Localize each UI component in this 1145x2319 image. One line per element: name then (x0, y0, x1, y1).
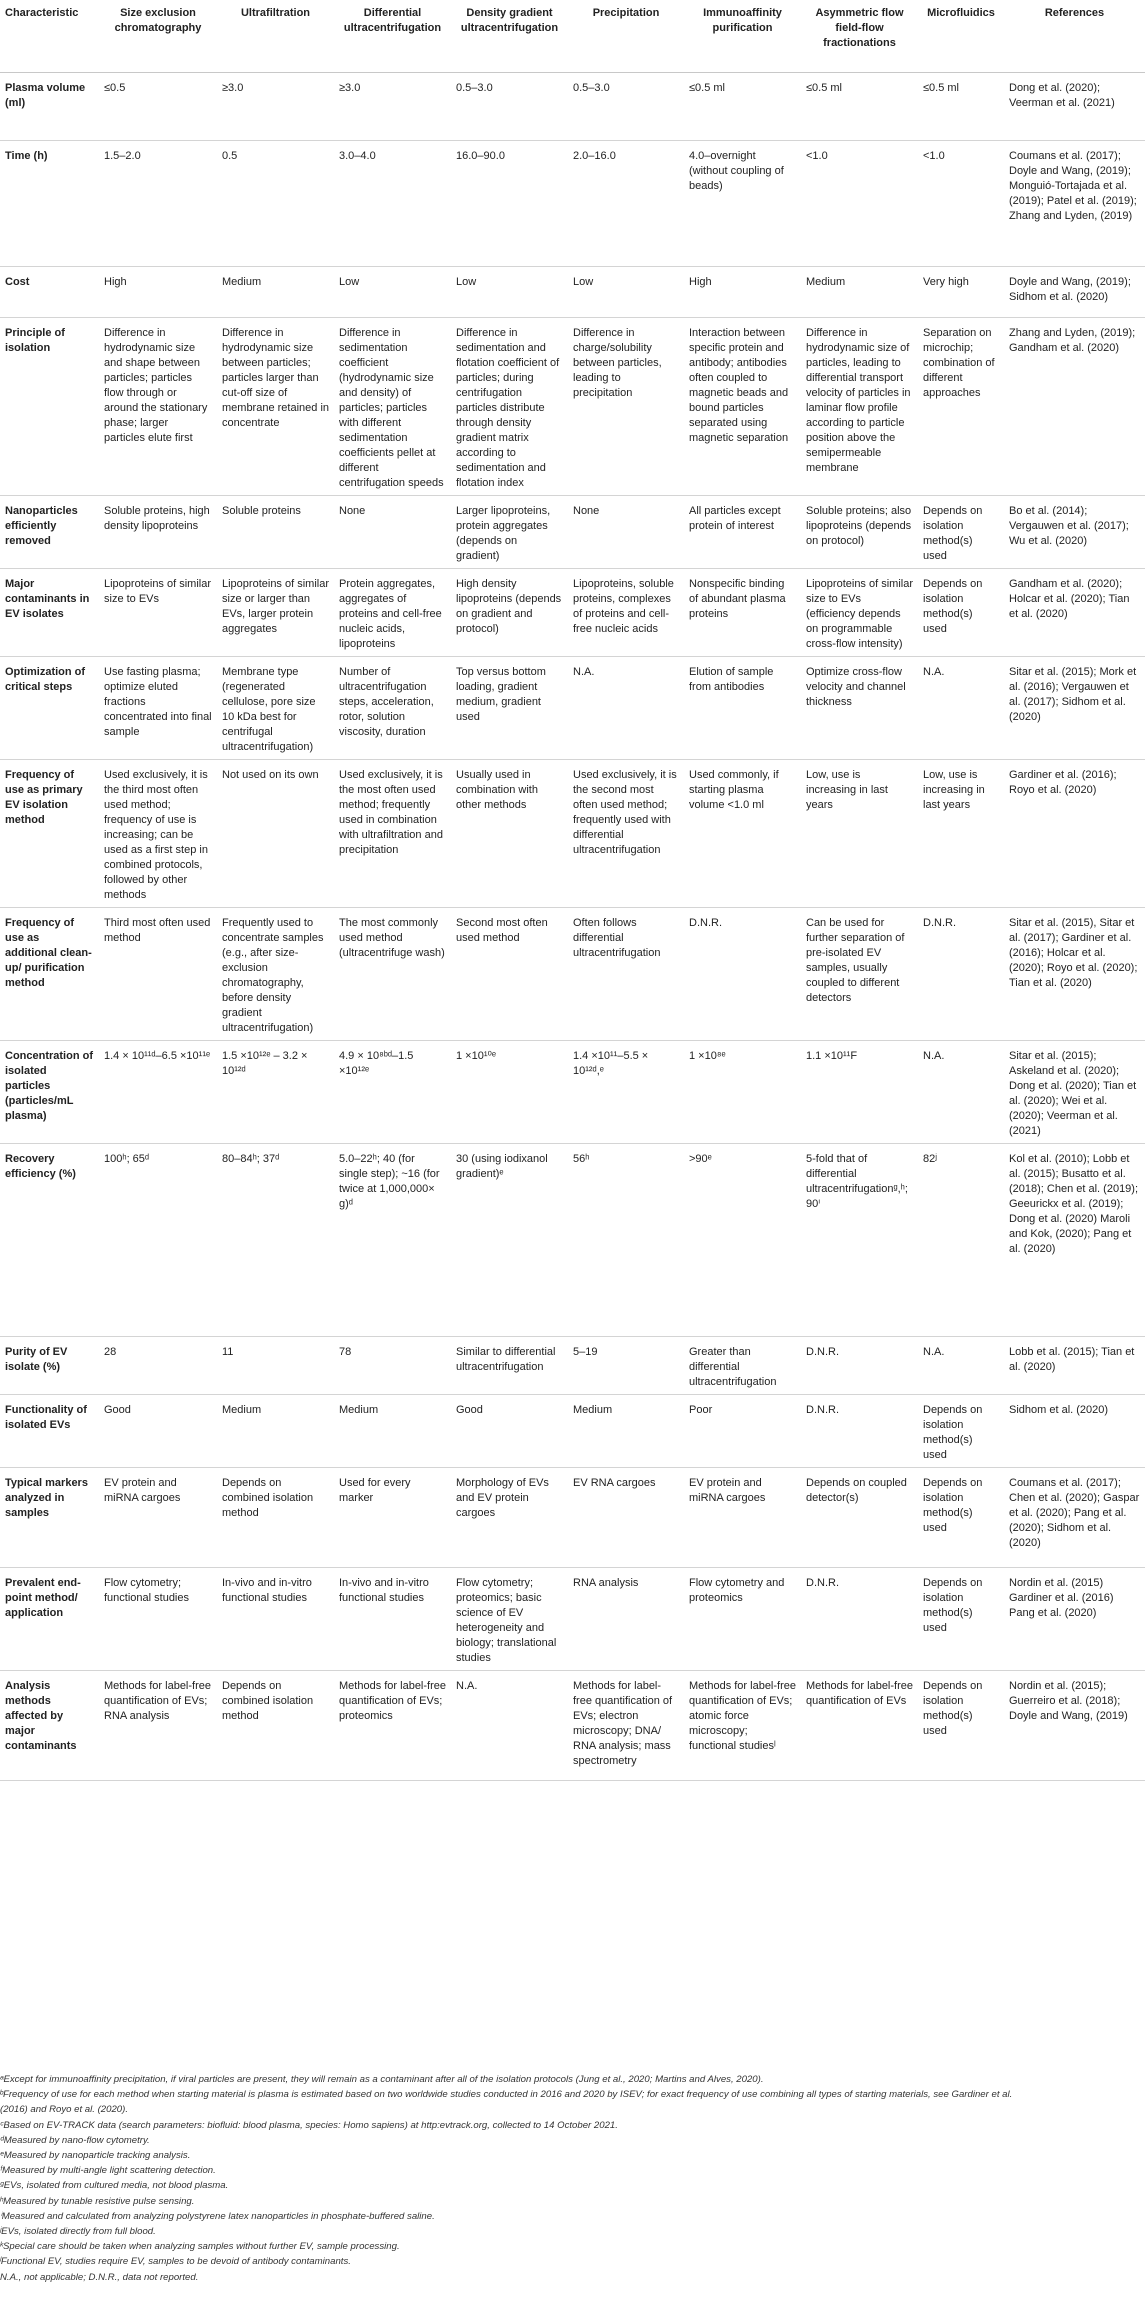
table-row (0, 317, 1145, 495)
row-label: Functionality of isolated EVs (0, 1394, 99, 1467)
table-row (0, 1336, 1145, 1394)
table-cell: ≤0.5 ml (684, 72, 801, 140)
table-cell: Methods for label-free quantification of EVs; electron microscopy; DNA/ RNA analysis; mass spectrometry (568, 1670, 684, 1780)
table-cell: 4.9 × 10⁸ᵇᵈ–1.5 ×10¹²ᵉ (334, 1040, 451, 1143)
table-cell: 1 ×10⁸ᵉ (684, 1040, 801, 1143)
table-cell: Depends on isolation method(s) used (918, 568, 1004, 656)
row-label: Purity of EV isolate (%) (0, 1336, 99, 1394)
table-cell: Medium (217, 1394, 334, 1467)
table-cell: Lipoproteins, soluble proteins, complexes of proteins and cell-free nucleic acids (568, 568, 684, 656)
table-cell: Difference in sedimentation and flotation coefficient of particles; during centrifugation particles distribute through density gradient matrix according to sedimentation and flotation index (451, 317, 568, 495)
table-cell: Sidhom et al. (2020) (1004, 1394, 1145, 1467)
table-cell: Low (568, 266, 684, 317)
table-cell: Flow cytometry; proteomics; basic science of EV heterogeneity and biology; translational studies (451, 1567, 568, 1670)
table-cell: RNA analysis (568, 1567, 684, 1670)
table-cell: High density lipoproteins (depends on gradient and protocol) (451, 568, 568, 656)
table-cell: 1.4 ×10¹¹–5.5 × 10¹²ᵈ,ᵉ (568, 1040, 684, 1143)
table-cell: EV protein and miRNA cargoes (99, 1467, 217, 1567)
table-cell: Usually used in combination with other methods (451, 759, 568, 907)
table-body (0, 72, 1145, 1780)
table-cell: Methods for label-free quantification of EVs; RNA analysis (99, 1670, 217, 1780)
table-cell: Low, use is increasing in last years (801, 759, 918, 907)
table-cell: Often follows differential ultracentrifugation (568, 907, 684, 1040)
table-cell: 1 ×10¹⁰ᵉ (451, 1040, 568, 1143)
table-cell: Sitar et al. (2015), Sitar et al. (2017); Gardiner et al. (2016); Holcar et al. (2020); Royo et al. (2020); Tian et al. (2020) (1004, 907, 1145, 1040)
footnote: ʲEVs, isolated directly from full blood. (0, 2226, 156, 2238)
table-cell: Soluble proteins, high density lipoproteins (99, 495, 217, 568)
table-cell: D.N.R. (918, 907, 1004, 1040)
table-cell: Zhang and Lyden, (2019); Gandham et al. (2020) (1004, 317, 1145, 495)
table-cell: ≤0.5 (99, 72, 217, 140)
table-row (0, 568, 1145, 656)
table-cell: Similar to differential ultracentrifugation (451, 1336, 568, 1394)
table-cell: 0.5 (217, 140, 334, 266)
table-cell: None (334, 495, 451, 568)
table-cell: Soluble proteins (217, 495, 334, 568)
table-cell: Depends on isolation method(s) used (918, 1567, 1004, 1670)
table-cell: 1.1 ×10¹¹F (801, 1040, 918, 1143)
table-row (0, 1143, 1145, 1336)
table-cell: Low, use is increasing in last years (918, 759, 1004, 907)
column-header: Density gradient ultracentrifugation (451, 0, 568, 72)
table-cell: Membrane type (regenerated cellulose, pore size 10 kDa best for centrifugal ultracentrifugation) (217, 656, 334, 759)
table-cell: Coumans et al. (2017); Chen et al. (2020); Gaspar et al. (2020); Pang et al. (2020); Sidhom et al. (2020) (1004, 1467, 1145, 1567)
table-cell: Poor (684, 1394, 801, 1467)
table-cell: Methods for label-free quantification of EVs; proteomics (334, 1670, 451, 1780)
row-label: Optimization of critical steps (0, 656, 99, 759)
table-cell: Nordin et al. (2015); Guerreiro et al. (2018); Doyle and Wang, (2019) (1004, 1670, 1145, 1780)
table-cell: 5–19 (568, 1336, 684, 1394)
table-cell: Lipoproteins of similar size to EVs (99, 568, 217, 656)
column-header: Asymmetric flow field-flow fractionations (801, 0, 918, 72)
table-cell: Medium (801, 266, 918, 317)
footnote: ᵏSpecial care should be taken when analyzing samples without further EV, sample processing. (0, 2241, 400, 2253)
footnote: ᵇFrequency of use for each method when starting material is plasma is estimated based on two worldwide studies conducted in 2016 and 2020 by ISEV; for exact frequency of use combining all types of starting materials, see Gardiner et al. (0, 2089, 1013, 2101)
table-cell: N.A. (568, 656, 684, 759)
table-cell: <1.0 (801, 140, 918, 266)
footnote: ᶜBased on EV-TRACK data (search parameters: biofluid: blood plasma, species: Homo sapiens) at http:evtrack.org, collected to 14 October 2021. (0, 2119, 618, 2131)
table-cell: Methods for label-free quantification of EVs; atomic force microscopy; functional studiesˡ (684, 1670, 801, 1780)
table-cell: 82ʲ (918, 1143, 1004, 1336)
table-cell: Difference in hydrodynamic size and shape between particles; particles flow through or around the stationary phase; larger particles elute first (99, 317, 217, 495)
table-cell: Used for every marker (334, 1467, 451, 1567)
table-cell: Greater than differential ultracentrifugation (684, 1336, 801, 1394)
table-cell: Depends on isolation method(s) used (918, 495, 1004, 568)
table-cell: Separation on microchip; combination of different approaches (918, 317, 1004, 495)
table-cell: None (568, 495, 684, 568)
table-cell: 0.5–3.0 (568, 72, 684, 140)
table-cell: N.A. (451, 1670, 568, 1780)
table-cell: Depends on combined isolation method (217, 1467, 334, 1567)
table-cell: 3.0–4.0 (334, 140, 451, 266)
row-label: Frequency of use as primary EV isolation method (0, 759, 99, 907)
table-cell: D.N.R. (801, 1336, 918, 1394)
table-cell: 28 (99, 1336, 217, 1394)
table-cell: Depends on coupled detector(s) (801, 1467, 918, 1567)
table-cell: Methods for label-free quantification of EVs (801, 1670, 918, 1780)
column-header: Immunoaffinity purification (684, 0, 801, 72)
footnote: ᵉMeasured by nanoparticle tracking analysis. (0, 2150, 191, 2162)
table-cell: Good (99, 1394, 217, 1467)
table-cell: 1.5 ×10¹²ᵉ – 3.2 × 10¹²ᵈ (217, 1040, 334, 1143)
row-label: Nanoparticles efficiently removed (0, 495, 99, 568)
table-cell: Can be used for further separation of pre-isolated EV samples, usually coupled to different detectors (801, 907, 918, 1040)
table-cell: Second most often used method (451, 907, 568, 1040)
table-cell: Larger lipoproteins, protein aggregates (depends on gradient) (451, 495, 568, 568)
table-cell: Difference in charge/solubility between particles, leading to precipitation (568, 317, 684, 495)
table-cell: Soluble proteins; also lipoproteins (depends on protocol) (801, 495, 918, 568)
table-cell: Dong et al. (2020); Veerman et al. (2021) (1004, 72, 1145, 140)
table-cell: D.N.R. (801, 1567, 918, 1670)
table-row (0, 907, 1145, 1040)
footnote: ᵍEVs, isolated from cultured media, not blood plasma. (0, 2180, 229, 2192)
table-cell: In-vivo and in-vitro functional studies (217, 1567, 334, 1670)
table-cell: Number of ultracentrifugation steps, acceleration, rotor, solution viscosity, duration (334, 656, 451, 759)
footnote: N.A., not applicable; D.N.R., data not reported. (0, 2271, 199, 2283)
column-header: Size exclusion chromatography (99, 0, 217, 72)
column-header: Differential ultracentrifugation (334, 0, 451, 72)
row-label: Time (h) (0, 140, 99, 266)
table-cell: >90ᵉ (684, 1143, 801, 1336)
footnote: ᵈMeasured by nano-flow cytometry. (0, 2134, 150, 2146)
row-label: Recovery efficiency (%) (0, 1143, 99, 1336)
table-row (0, 495, 1145, 568)
table-cell: Not used on its own (217, 759, 334, 907)
table-cell: EV RNA cargoes (568, 1467, 684, 1567)
table-cell: N.A. (918, 656, 1004, 759)
table-cell: Lipoproteins of similar size or larger than EVs, larger protein aggregates (217, 568, 334, 656)
row-label: Cost (0, 266, 99, 317)
table-cell: Used exclusively, it is the third most often used method; frequency of use is increasing; can be used as a first step in combined protocols, followed by other methods (99, 759, 217, 907)
table-cell: Optimize cross-flow velocity and channel thickness (801, 656, 918, 759)
table-cell: ≤0.5 ml (918, 72, 1004, 140)
table-cell: Medium (217, 266, 334, 317)
table-cell: ≤0.5 ml (801, 72, 918, 140)
table-cell: The most commonly used method (ultracentrifuge wash) (334, 907, 451, 1040)
table-cell: Lipoproteins of similar size to EVs (efficiency depends on programmable cross-flow intensity) (801, 568, 918, 656)
table-row (0, 266, 1145, 317)
table-cell: Lobb et al. (2015); Tian et al. (2020) (1004, 1336, 1145, 1394)
table-cell: High (99, 266, 217, 317)
table-cell: Nonspecific binding of abundant plasma proteins (684, 568, 801, 656)
table-row (0, 1567, 1145, 1670)
table-cell: Medium (568, 1394, 684, 1467)
table-cell: Doyle and Wang, (2019); Sidhom et al. (2020) (1004, 266, 1145, 317)
footnote: ⁱMeasured and calculated from analyzing polystyrene latex nanoparticles in phosphate-buffered saline. (0, 2210, 435, 2222)
column-header: References (1004, 0, 1145, 72)
column-header: Characteristic (0, 0, 99, 72)
table-cell: Use fasting plasma; optimize eluted fractions concentrated into final sample (99, 656, 217, 759)
table-cell: <1.0 (918, 140, 1004, 266)
table-row (0, 656, 1145, 759)
row-label: Concentration of isolated particles (particles/mL plasma) (0, 1040, 99, 1143)
table-cell: Depends on isolation method(s) used (918, 1394, 1004, 1467)
table-cell: 78 (334, 1336, 451, 1394)
table-row (0, 72, 1145, 140)
table-cell: Kol et al. (2010); Lobb et al. (2015); Busatto et al. (2018); Chen et al. (2019); Geeurickx et al. (2019); Dong et al. (2020) Maroli and Kok, (2020); Pang et al. (2020) (1004, 1143, 1145, 1336)
table-cell: Sitar et al. (2015); Askeland et al. (2020); Dong et al. (2020); Tian et al. (2020); Wei et al. (2020); Veerman et al. (2021) (1004, 1040, 1145, 1143)
row-label: Frequency of use as additional clean-up/ purification method (0, 907, 99, 1040)
table-header-row (0, 0, 1145, 72)
table-cell: 0.5–3.0 (451, 72, 568, 140)
table-cell: D.N.R. (684, 907, 801, 1040)
row-label: Plasma volume (ml) (0, 72, 99, 140)
table-cell: 30 (using iodixanol gradient)ᵉ (451, 1143, 568, 1336)
table-cell: Medium (334, 1394, 451, 1467)
table-cell: Protein aggregates, aggregates of proteins and cell-free nucleic acids, lipoproteins (334, 568, 451, 656)
table-cell: Gardiner et al. (2016); Royo et al. (2020) (1004, 759, 1145, 907)
table-cell: Coumans et al. (2017); Doyle and Wang, (2019); Monguió-Tortajada et al. (2019); Patel et al. (2019); Zhang and Lyden, (2019) (1004, 140, 1145, 266)
table-cell: ≥3.0 (217, 72, 334, 140)
footnote: (2016) and Royo et al. (2020). (0, 2104, 128, 2116)
footnotes (0, 2072, 1145, 2285)
table-row (0, 1670, 1145, 1780)
footnote: ᶠMeasured by multi-angle light scattering detection. (0, 2165, 216, 2177)
table-cell: In-vivo and in-vitro functional studies (334, 1567, 451, 1670)
table-cell: 80–84ʰ; 37ᵈ (217, 1143, 334, 1336)
row-label: Principle of isolation (0, 317, 99, 495)
column-header: Precipitation (568, 0, 684, 72)
table-cell: D.N.R. (801, 1394, 918, 1467)
table-cell: Used commonly, if starting plasma volume <1.0 ml (684, 759, 801, 907)
table-cell: Good (451, 1394, 568, 1467)
table-cell: Nordin et al. (2015) Gardiner et al. (2016) Pang et al. (2020) (1004, 1567, 1145, 1670)
table-cell: Bo et al. (2014); Vergauwen et al. (2017); Wu et al. (2020) (1004, 495, 1145, 568)
table-cell: 100ʰ; 65ᵈ (99, 1143, 217, 1336)
table-cell: 5.0–22ʰ; 40 (for single step); ~16 (for twice at 1,000,000× g)ᵈ (334, 1143, 451, 1336)
table-cell: Used exclusively, it is the second most often used method; frequently used with differential ultracentrifugation (568, 759, 684, 907)
row-label: Major contaminants in EV isolates (0, 568, 99, 656)
table-cell: EV protein and miRNA cargoes (684, 1467, 801, 1567)
table-cell: Flow cytometry; functional studies (99, 1567, 217, 1670)
table-cell: Difference in hydrodynamic size of particles, leading to differential transport velocity of particles in laminar flow profile according to particle position above the semipermeable membrane (801, 317, 918, 495)
table-cell: Used exclusively, it is the most often used method; frequently used in combination with ultrafiltration and precipitation (334, 759, 451, 907)
table-cell: Low (451, 266, 568, 317)
table-cell: Low (334, 266, 451, 317)
table-cell: 1.5–2.0 (99, 140, 217, 266)
footnote: ᵃExcept for immunoaffinity precipitation, if viral particles are present, they will remain as a contaminant after all of the isolation protocols (Jung et al., 2020; Martins and Alves, 2020). (0, 2074, 764, 2085)
table-cell: 56ʰ (568, 1143, 684, 1336)
row-label: Prevalent end-point method/ application (0, 1567, 99, 1670)
table-cell: 5-fold that of differential ultracentrifugationᵍ,ʰ; 90ⁱ (801, 1143, 918, 1336)
table-cell: 4.0–overnight (without coupling of beads) (684, 140, 801, 266)
table-cell: High (684, 266, 801, 317)
table-cell: ≥3.0 (334, 72, 451, 140)
row-label: Typical markers analyzed in samples (0, 1467, 99, 1567)
table-cell: N.A. (918, 1040, 1004, 1143)
table-cell: Very high (918, 266, 1004, 317)
table-cell: Flow cytometry and proteomics (684, 1567, 801, 1670)
row-label: Analysis methods affected by major contaminants (0, 1670, 99, 1780)
table-cell: 2.0–16.0 (568, 140, 684, 266)
table-row (0, 1040, 1145, 1143)
table-cell: Sitar et al. (2015); Mork et al. (2016); Vergauwen et al. (2017); Sidhom et al. (2020) (1004, 656, 1145, 759)
table-cell: Morphology of EVs and EV protein cargoes (451, 1467, 568, 1567)
table-cell: Difference in sedimentation coefficient (hydrodynamic size and density) of particles; particles with different sedimentation coefficients pellet at different centrifugation speeds (334, 317, 451, 495)
table-cell: Third most often used method (99, 907, 217, 1040)
table-row (0, 140, 1145, 266)
table-cell: 16.0–90.0 (451, 140, 568, 266)
table-cell: Frequently used to concentrate samples (e.g., after size-exclusion chromatography, before density gradient ultracentrifugation) (217, 907, 334, 1040)
table-cell: Elution of sample from antibodies (684, 656, 801, 759)
table-cell: 1.4 × 10¹¹ᵈ–6.5 ×10¹¹ᵉ (99, 1040, 217, 1143)
table-cell: Depends on isolation method(s) used (918, 1670, 1004, 1780)
column-header: Microfluidics (918, 0, 1004, 72)
table-cell: 11 (217, 1336, 334, 1394)
table-cell: Difference in hydrodynamic size between particles; particles larger than cut-off size of membrane retained in concentrate (217, 317, 334, 495)
footnote: ˡFunctional EV, studies require EV, samples to be devoid of antibody contaminants. (0, 2256, 351, 2268)
table-cell: Depends on isolation method(s) used (918, 1467, 1004, 1567)
table-row (0, 1467, 1145, 1567)
table-cell: Gandham et al. (2020); Holcar et al. (2020); Tian et al. (2020) (1004, 568, 1145, 656)
table-cell: Top versus bottom loading, gradient medium, gradient used (451, 656, 568, 759)
column-header: Ultrafiltration (217, 0, 334, 72)
table-cell: Interaction between specific protein and antibody; antibodies often coupled to magnetic beads and bound particles separated using magnetic separation (684, 317, 801, 495)
table-row (0, 759, 1145, 907)
table-cell: N.A. (918, 1336, 1004, 1394)
table-cell: Depends on combined isolation method (217, 1670, 334, 1780)
table-row (0, 1394, 1145, 1467)
table-cell: All particles except protein of interest (684, 495, 801, 568)
footnote: ʰMeasured by tunable resistive pulse sensing. (0, 2195, 195, 2207)
